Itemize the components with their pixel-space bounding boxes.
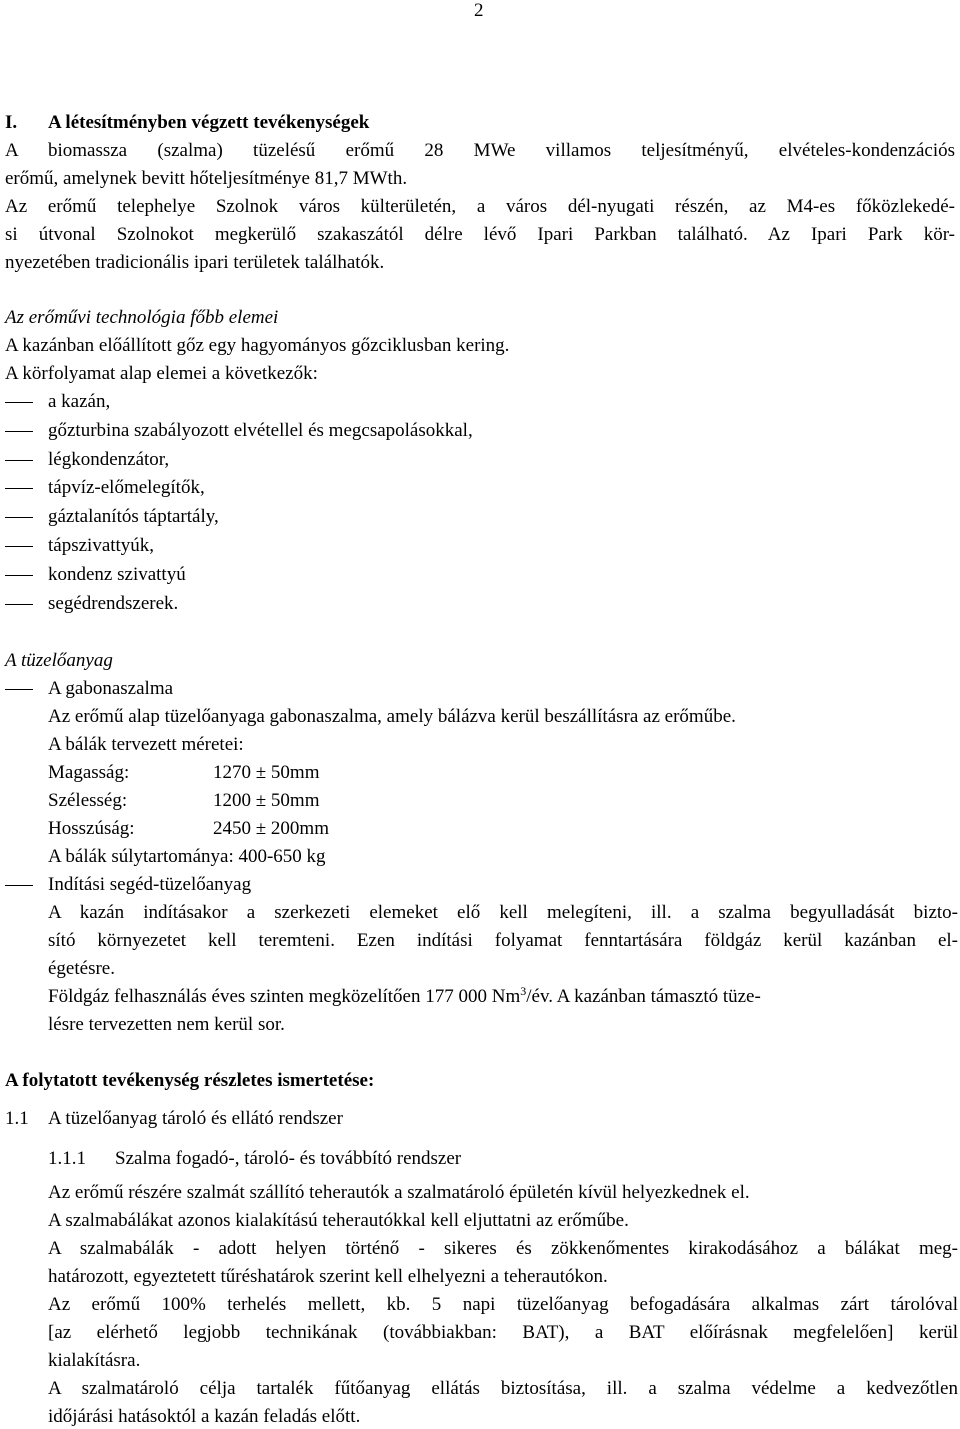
- paragraph-line: A szalmatároló célja tartalék fűtőanyag ellátás biztosítása, ill. a szalma védelme a kedvezőtlen: [48, 1378, 958, 1399]
- section-number: 1.1: [5, 1108, 29, 1129]
- dimension-row: [48, 818, 329, 840]
- paragraph-line: A szalmabálákat azonos kialakítású teherautókkal kell eljuttatni az erőműbe.: [48, 1210, 629, 1231]
- section-number: 1.1.1: [48, 1148, 86, 1169]
- dimension-row: [48, 762, 320, 784]
- list-dash: [5, 575, 33, 576]
- paragraph-line: A bálák súlytartománya: 400-650 kg: [48, 846, 326, 867]
- list-dash: [5, 885, 33, 886]
- paragraph-line: A kazánban előállított gőz egy hagyományos gőzciklusban kering.: [5, 335, 510, 356]
- paragraph-line: si útvonal Szolnokot megkerülő szakaszától délre lévő Ipari Parkban található. Az Ipari Park kör-: [5, 224, 955, 245]
- superscript: 3: [520, 984, 527, 998]
- paragraph-line-gas: [48, 986, 761, 1008]
- paragraph-line: A szalmabálák - adott helyen történő - sikeres és zökkenőmentes kirakodásához a bálákat meg-: [48, 1238, 958, 1259]
- list-item: légkondenzátor,: [48, 449, 170, 470]
- list-item: kondenz szivattyú: [48, 564, 186, 585]
- paragraph-line: [az elérhető legjobb technikának (továbbiakban: BAT), a BAT előírásnak megfelelően] kerül: [48, 1322, 958, 1343]
- list-item-title: Indítási segéd-tüzelőanyag: [48, 874, 252, 895]
- paragraph-line: Az erőmű részére szalmát szállító teherautók a szalmatároló épületén kívül helyezkednek el.: [48, 1182, 750, 1203]
- paragraph-line: erőmű, amelynek bevitt hőteljesítménye 81,7 MWth.: [5, 168, 408, 189]
- paragraph-line: égetésre.: [48, 958, 115, 979]
- paragraph-line: sító környezetet kell teremteni. Ezen indítási folyamat fenntartására földgáz kerül kazánban el-: [48, 930, 958, 951]
- list-item-title: A gabonaszalma: [48, 678, 174, 699]
- list-dash: [5, 488, 33, 489]
- paragraph-line: A biomassza (szalma) tüzelésű erőmű 28 MWe villamos teljesítményű, elvételes-kondenzációs: [5, 140, 955, 161]
- list-dash: [5, 460, 33, 461]
- section-1-1-heading: [5, 1108, 343, 1130]
- list-dash: [5, 546, 33, 547]
- page-number: 2: [474, 0, 484, 21]
- gas-text: Földgáz felhasználás éves szinten megközelítően 177 000 Nm: [48, 986, 521, 1007]
- paragraph-line: A bálák tervezett méretei:: [48, 734, 244, 755]
- subheading-fuel: A tüzelőanyag: [5, 650, 113, 671]
- list-dash: [5, 402, 33, 403]
- paragraph-line: A körfolyamat alap elemei a következők:: [5, 363, 318, 384]
- list-item: tápvíz-előmelegítők,: [48, 477, 205, 498]
- paragraph-line: nyezetében tradicionális ipari területek találhatók.: [5, 252, 385, 273]
- paragraph-line: Az erőmű 100% terhelés mellett, kb. 5 napi tüzelőanyag befogadására alkalmas zárt tárolóval: [48, 1294, 958, 1315]
- section-number: I.: [5, 112, 18, 133]
- paragraph-line: A kazán indításakor a szerkezeti elemeket elő kell melegíteni, ill. a szalma begyulladását bizto-: [48, 902, 958, 923]
- paragraph-line: Az erőmű telephelye Szolnok város külterületén, a város dél-nyugati részén, az M4-es főközlekedé-: [5, 196, 955, 217]
- section-heading: [5, 112, 370, 134]
- list-item: a kazán,: [48, 391, 111, 412]
- section-title: Szalma fogadó-, tároló- és továbbító rendszer: [115, 1148, 462, 1169]
- section-title: A létesítményben végzett tevékenységek: [48, 112, 370, 133]
- dimension-label: Magasság:: [48, 762, 130, 783]
- dimension-label: Hosszúság:: [48, 818, 135, 839]
- list-dash: [5, 517, 33, 518]
- paragraph-line: időjárási hatásoktól a kazán feladás előtt.: [48, 1406, 361, 1427]
- paragraph-line: kialakításra.: [48, 1350, 141, 1371]
- list-dash: [5, 431, 33, 432]
- list-dash: [5, 604, 33, 605]
- paragraph-line: Az erőmű alap tüzelőanyaga gabonaszalma, amely bálázva kerül beszállításra az erőműbe.: [48, 706, 736, 727]
- list-item: gáztalanítós táptartály,: [48, 506, 219, 527]
- dimension-value: 1200 ± 50mm: [213, 790, 320, 811]
- gas-text-cont: /év. A kazánban támasztó tüze-: [526, 986, 761, 1007]
- subheading-technology: Az erőművi technológia főbb elemei: [5, 307, 279, 328]
- list-dash: [5, 689, 33, 690]
- section-1-1-1-heading: [48, 1148, 462, 1170]
- dimension-value: 1270 ± 50mm: [213, 762, 320, 783]
- heading-detail: A folytatott tevékenység részletes ismertetése:: [5, 1070, 375, 1091]
- paragraph-line: lésre tervezetten nem kerül sor.: [48, 1014, 285, 1035]
- dimension-value: 2450 ± 200mm: [213, 818, 329, 839]
- section-title: A tüzelőanyag tároló és ellátó rendszer: [48, 1108, 343, 1129]
- dimension-row: [48, 790, 320, 812]
- list-item: segédrendszerek.: [48, 593, 179, 614]
- paragraph-line: határozott, egyeztetett tűréshatárok szerint kell elhelyezni a teherautókon.: [48, 1266, 608, 1287]
- list-item: gőzturbina szabályozott elvétellel és megcsapolásokkal,: [48, 420, 473, 441]
- list-item: tápszivattyúk,: [48, 535, 155, 556]
- dimension-label: Szélesség:: [48, 790, 128, 811]
